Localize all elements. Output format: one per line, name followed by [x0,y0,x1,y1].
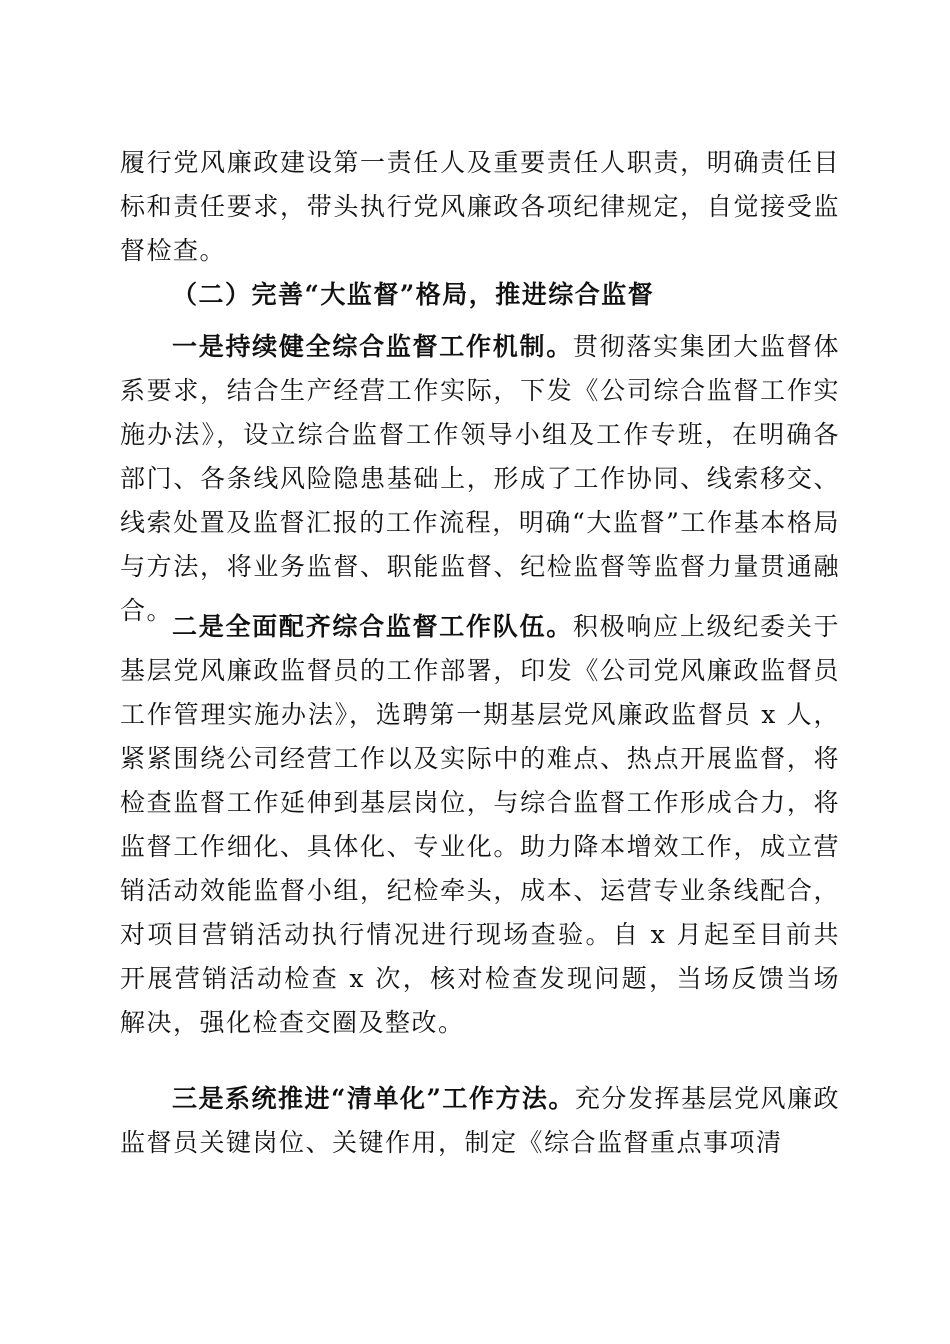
paragraph-2 [120,605,840,1045]
paragraph-3 [120,1077,840,1165]
paragraph-2-body: 积极响应上级纪委关于基层党风廉政监督员的工作部署，印发《公司党风廉政监督员工作管理实施办法》，选聘第一期基层党风廉政监督员 x 人，紧紧围绕公司经营工作以及实际中的难点、热点开展监督，将检查监督工作延伸到基层岗位，与综合监督工作形成合力，将监督工作细化、具体化、专业化。助力降本增效工作，成立营销活动效能监督小组，纪检牵头，成本、运营专业条线配合，对项目营销活动执行情况进行现场查验。自 x 月起至目前共开展营销活动检查 x 次，核对检查发现问题，当场反馈当场解决，强化检查交圈及整改。 [120,612,840,1037]
paragraph-3-text [120,1077,840,1165]
section-heading [120,273,840,317]
paragraph-1 [120,325,840,633]
paragraph-1-lead: 一是持续健全综合监督工作机制。 [172,332,573,361]
paragraph-1-text [120,325,840,633]
paragraph-continuation-text: 履行党风廉政建设第一责任人及重要责任人职责，明确责任目标和责任要求，带头执行党风廉政各项纪律规定，自觉接受监督检查。 [120,148,840,265]
paragraph-3-lead: 三是系统推进“清单化”工作方法。 [172,1084,575,1113]
paragraph-2-text [120,605,840,1045]
paragraph-3-body: 充分发挥基层党风廉政监督员关键岗位、关键作用，制定《综合监督重点事项清 [120,1084,840,1157]
paragraph-continuation [120,141,840,273]
paragraph-2-lead: 二是全面配齐综合监督工作队伍。 [172,612,573,641]
section-heading-text: （二）完善“大监督”格局，推进综合监督 [172,280,655,309]
paragraph-1-body: 贯彻落实集团大监督体系要求，结合生产经营工作实际，下发《公司综合监督工作实施办法》，设立综合监督工作领导小组及工作专班，在明确各部门、各条线风险隐患基础上，形成了工作协同、线索移交、线索处置及监督汇报的工作流程，明确“大监督”工作基本格局与方法，将业务监督、职能监督、纪检监督等监督力量贯通融合。 [120,332,840,625]
